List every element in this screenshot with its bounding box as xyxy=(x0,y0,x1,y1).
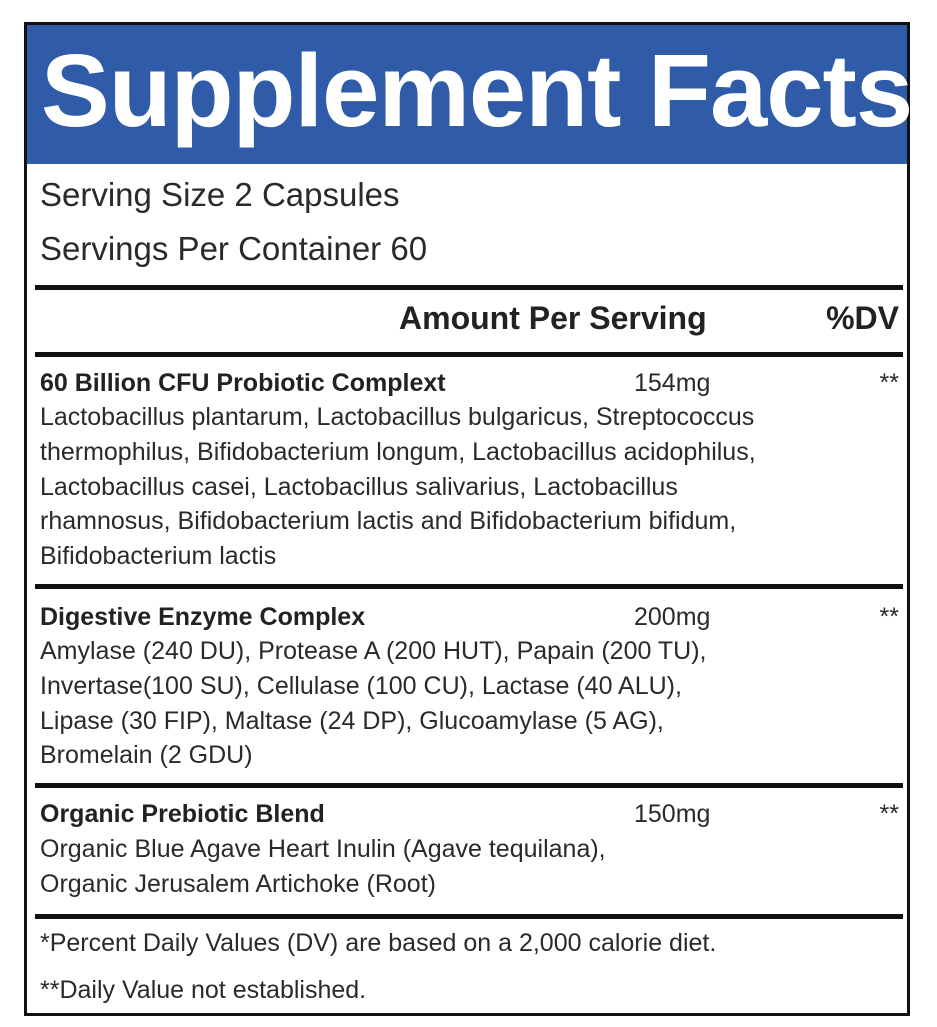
amount-per-serving-header: Amount Per Serving xyxy=(399,300,707,336)
divider xyxy=(35,584,903,589)
ingredient-dv: ** xyxy=(879,800,899,828)
ingredient-description: Lactobacillus plantarum, Lactobacillus bulgaricus, Streptococcus thermophilus, Bifidobacterium longum, Lactobacillus acidophilus, Lactobacillus casei, Lactobacillus salivarius, Lactobacillus rhamnosus, Bifidobacterium lactis and Bifidobacterium bifidum, Bifidobacterium lactis xyxy=(40,403,756,571)
ingredient-name: Organic Prebiotic Blend xyxy=(40,800,325,828)
divider xyxy=(35,783,903,788)
ingredient-dv: ** xyxy=(879,603,899,631)
footnote-dv-not-established: **Daily Value not established. xyxy=(40,976,367,1004)
ingredient-amount: 200mg xyxy=(634,603,711,631)
servings-per-container: Servings Per Container 60 xyxy=(40,230,428,267)
divider xyxy=(35,285,903,290)
percent-dv-header: %DV xyxy=(826,300,899,336)
serving-size: Serving Size 2 Capsules xyxy=(40,176,400,213)
ingredient-name: 60 Billion CFU Probiotic Complext xyxy=(40,369,446,397)
title-banner xyxy=(27,25,913,164)
supplement-facts-panel xyxy=(24,22,913,1016)
divider xyxy=(35,914,903,919)
footnote-percent-dv: *Percent Daily Values (DV) are based on a 2,000 calorie diet. xyxy=(40,929,717,957)
ingredient-dv: ** xyxy=(879,369,899,397)
ingredient-description: Amylase (240 DU), Protease A (200 HUT), Papain (200 TU), Invertase(100 SU), Cellulase (100 CU), Lactase (40 ALU), Lipase (30 FIP), Maltase (24 DP), Glucoamylase (5 AG), Bromelain (2 GDU) xyxy=(40,637,707,770)
ingredient-description: Organic Blue Agave Heart Inulin (Agave tequilana), Organic Jerusalem Artichoke (Root) xyxy=(40,835,606,898)
panel-title: Supplement Facts xyxy=(41,33,913,148)
ingredient-amount: 154mg xyxy=(634,369,711,397)
divider xyxy=(35,352,903,357)
ingredient-name: Digestive Enzyme Complex xyxy=(40,603,366,631)
ingredient-amount: 150mg xyxy=(634,800,711,828)
